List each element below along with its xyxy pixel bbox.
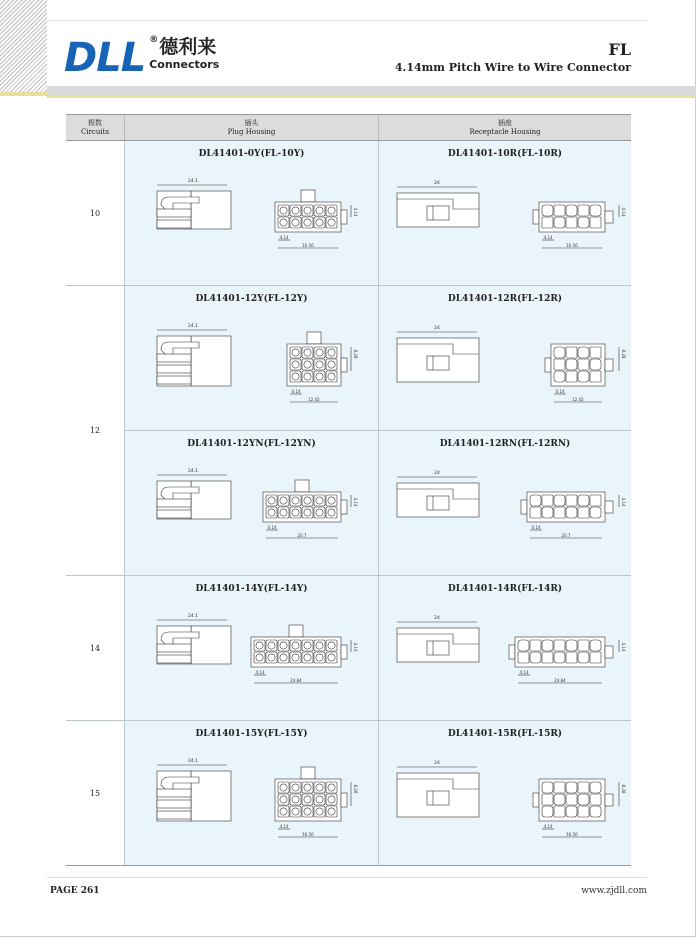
receptacle-cavity bbox=[578, 217, 589, 228]
plug-pin bbox=[280, 219, 287, 226]
plug-side-key bbox=[341, 358, 347, 372]
plug-diagram bbox=[125, 167, 378, 283]
receptacle-cell bbox=[378, 286, 631, 430]
header-plug bbox=[124, 115, 378, 140]
plug-drawing bbox=[157, 620, 351, 683]
receptacle-cavity bbox=[590, 359, 601, 370]
plug-pin bbox=[292, 349, 299, 356]
plug-length-label: 24.1 bbox=[187, 614, 199, 619]
plug-wire-slot bbox=[157, 209, 191, 217]
plug-pin bbox=[328, 373, 335, 380]
receptacle-side-window bbox=[427, 496, 449, 510]
receptacle-right-key bbox=[605, 501, 613, 513]
logo-text bbox=[149, 35, 220, 71]
circuits-count: 14 bbox=[66, 576, 124, 720]
plug-part-number: DL41401-12Y(FL-12Y) bbox=[195, 294, 308, 304]
plug-pin bbox=[328, 642, 335, 649]
receptacle-left-key bbox=[545, 358, 551, 372]
plug-side-key bbox=[341, 645, 347, 659]
receptacle-width-label: 12.42 bbox=[572, 397, 584, 402]
receptacle-cavity bbox=[590, 347, 601, 358]
logo-cn: 德利来 bbox=[159, 36, 217, 58]
receptacle-part-number: DL41401-14R(FL-14R) bbox=[447, 584, 563, 594]
receptacle-cavity bbox=[542, 652, 553, 663]
receptacle-pitch-label: 4.14 bbox=[531, 525, 541, 530]
table-body bbox=[66, 141, 631, 866]
receptacle-cavity bbox=[578, 794, 589, 805]
plug-pin bbox=[316, 642, 323, 649]
header-rule bbox=[47, 20, 647, 21]
plug-pin bbox=[304, 784, 311, 791]
plug-cell bbox=[124, 576, 378, 720]
receptacle-cavity bbox=[590, 782, 601, 793]
receptacle-cavity bbox=[566, 217, 577, 228]
plug-pin bbox=[280, 207, 287, 214]
circuits-count: 10 bbox=[66, 141, 124, 285]
plug-pin bbox=[292, 808, 299, 815]
plug-length-label: 24.1 bbox=[187, 324, 199, 329]
plug-pin bbox=[268, 509, 275, 516]
receptacle-left-key bbox=[533, 793, 539, 807]
connector-table bbox=[66, 114, 631, 866]
plug-width-label: 16.56 bbox=[302, 243, 314, 248]
plug-length-label: 24.1 bbox=[187, 759, 199, 764]
receptacle-cavity bbox=[578, 205, 589, 216]
receptacle-cavity bbox=[578, 507, 589, 518]
plug-pin bbox=[316, 497, 323, 504]
corner-hatch-decoration bbox=[0, 0, 47, 96]
plug-part-number: DL41401-12YN(FL-12YN) bbox=[187, 439, 316, 449]
receptacle-pitch-label: 4.14 bbox=[555, 389, 565, 394]
plug-wire-slot bbox=[157, 789, 191, 797]
table-header bbox=[66, 114, 631, 141]
receptacle-cavity bbox=[590, 652, 601, 663]
plug-front-latch bbox=[295, 480, 309, 492]
logo-cn-row bbox=[149, 35, 219, 58]
plug-pin bbox=[328, 207, 335, 214]
plug-wire-slot bbox=[157, 376, 191, 384]
plug-pin bbox=[304, 808, 311, 815]
plug-wire-slot bbox=[157, 811, 191, 819]
receptacle-cavity bbox=[554, 652, 565, 663]
plug-front-latch bbox=[301, 190, 315, 202]
receptacle-cavity bbox=[566, 347, 577, 358]
receptacle-side-window bbox=[427, 206, 449, 220]
circuit-rows bbox=[124, 576, 631, 720]
plug-side-key bbox=[341, 500, 347, 514]
receptacle-right-key bbox=[605, 646, 613, 658]
receptacle-cell bbox=[378, 141, 631, 285]
receptacle-cavity bbox=[542, 806, 553, 817]
receptacle-pitch-label: 4.14 bbox=[543, 824, 553, 829]
plug-pin bbox=[280, 808, 287, 815]
plug-wire-slot bbox=[157, 354, 191, 362]
receptacle-drawing bbox=[397, 767, 619, 837]
circuit-group bbox=[66, 141, 631, 286]
receptacle-width-label: 24.84 bbox=[554, 678, 566, 683]
receptacle-length-label: 24 bbox=[434, 471, 440, 476]
circuit-rows bbox=[124, 141, 631, 285]
header-receptacle bbox=[378, 115, 631, 140]
receptacle-side-window bbox=[427, 356, 449, 370]
receptacle-cavity bbox=[590, 794, 601, 805]
series-subtitle: 4.14mm Pitch Wire to Wire Connector bbox=[394, 61, 631, 74]
plug-pin bbox=[304, 219, 311, 226]
receptacle-cavity bbox=[566, 371, 577, 382]
plug-drawing bbox=[157, 765, 351, 837]
plug-width-label: 12.42 bbox=[308, 397, 320, 402]
plug-pin bbox=[292, 509, 299, 516]
plug-pin bbox=[304, 642, 311, 649]
plug-pin bbox=[304, 373, 311, 380]
circuits-count: 15 bbox=[66, 721, 124, 865]
registered-mark: ® bbox=[149, 35, 159, 45]
receptacle-width-label: 16.56 bbox=[566, 243, 578, 248]
header-receptacle-cn: 插座 bbox=[498, 118, 512, 127]
plug-pin bbox=[304, 207, 311, 214]
header-circuits-cn: 极数 bbox=[88, 118, 102, 127]
logo-mark: DLL bbox=[64, 35, 146, 81]
plug-width-label: 20.7 bbox=[297, 533, 307, 538]
plug-side-body bbox=[191, 191, 231, 229]
plug-pin bbox=[304, 796, 311, 803]
plug-pin bbox=[280, 784, 287, 791]
receptacle-part-number: DL41401-12RN(FL-12RN) bbox=[439, 439, 571, 449]
receptacle-cavity bbox=[542, 205, 553, 216]
receptacle-cavity bbox=[590, 640, 601, 651]
receptacle-cavity bbox=[518, 652, 529, 663]
plug-front-latch bbox=[289, 625, 303, 637]
receptacle-part-number: DL41401-15R(FL-15R) bbox=[447, 729, 563, 739]
receptacle-cavity bbox=[578, 640, 589, 651]
receptacle-part-number: DL41401-12R(FL-12R) bbox=[447, 294, 563, 304]
receptacle-diagram bbox=[379, 167, 633, 283]
receptacle-cavity bbox=[554, 640, 565, 651]
page-number: PAGE 261 bbox=[50, 886, 100, 896]
receptacle-right-key bbox=[605, 794, 613, 806]
receptacle-cavity bbox=[554, 794, 565, 805]
plug-front-latch bbox=[301, 767, 315, 779]
receptacle-cavity bbox=[530, 652, 541, 663]
plug-pin bbox=[316, 808, 323, 815]
logo-en: Connectors bbox=[149, 58, 220, 71]
plug-diagram bbox=[125, 602, 378, 718]
receptacle-drawing bbox=[397, 332, 619, 402]
circuit-group bbox=[66, 286, 631, 576]
plug-height-label: 4.14 bbox=[353, 207, 358, 217]
circuit-group bbox=[66, 576, 631, 721]
plug-pitch-label: 4.14 bbox=[255, 670, 265, 675]
plug-pin bbox=[304, 654, 311, 661]
plug-pin bbox=[316, 796, 323, 803]
plug-pitch-label: 4.14 bbox=[291, 389, 301, 394]
receptacle-drawing bbox=[397, 477, 619, 538]
plug-pin bbox=[328, 497, 335, 504]
plug-diagram bbox=[125, 457, 378, 573]
plug-pin bbox=[280, 642, 287, 649]
plug-pin bbox=[316, 784, 323, 791]
plug-pin bbox=[328, 784, 335, 791]
receptacle-cavity bbox=[566, 205, 577, 216]
plug-wire-slot bbox=[157, 510, 191, 518]
plug-pin bbox=[292, 784, 299, 791]
plug-pin bbox=[304, 497, 311, 504]
plug-wire-slot bbox=[157, 220, 191, 228]
plug-height-label: 8.28 bbox=[353, 349, 358, 359]
receptacle-cell bbox=[378, 431, 631, 575]
receptacle-cavity bbox=[578, 495, 589, 506]
plug-height-label: 4.14 bbox=[353, 497, 358, 507]
plug-cell bbox=[124, 141, 378, 285]
receptacle-drawing bbox=[397, 187, 619, 248]
receptacle-part-number: DL41401-10R(FL-10R) bbox=[447, 149, 563, 159]
receptacle-cavity bbox=[590, 507, 601, 518]
plug-cell bbox=[124, 286, 378, 430]
receptacle-cavity bbox=[566, 794, 577, 805]
header-band bbox=[47, 86, 696, 96]
plug-pin bbox=[316, 509, 323, 516]
receptacle-pitch-label: 4.14 bbox=[543, 235, 553, 240]
plug-pin bbox=[280, 796, 287, 803]
plug-pitch-label: 4.14 bbox=[267, 525, 277, 530]
plug-length-label: 24.1 bbox=[187, 469, 199, 474]
receptacle-height-label: 8.28 bbox=[621, 349, 626, 359]
header-circuits-en: Circuits bbox=[80, 127, 109, 136]
receptacle-cavity bbox=[542, 507, 553, 518]
receptacle-cavity bbox=[566, 806, 577, 817]
receptacle-cavity bbox=[530, 640, 541, 651]
receptacle-left-key bbox=[533, 210, 539, 224]
circuit-group bbox=[66, 721, 631, 865]
table-row bbox=[124, 141, 631, 285]
plug-pin bbox=[316, 219, 323, 226]
plug-pin bbox=[280, 509, 287, 516]
receptacle-side-window bbox=[427, 791, 449, 805]
plug-pin bbox=[328, 349, 335, 356]
receptacle-left-key bbox=[509, 645, 515, 659]
receptacle-cavity bbox=[578, 652, 589, 663]
receptacle-cavity bbox=[590, 205, 601, 216]
receptacle-cavity bbox=[566, 359, 577, 370]
receptacle-cavity bbox=[542, 640, 553, 651]
plug-pin bbox=[256, 642, 263, 649]
receptacle-height-label: 4.14 bbox=[621, 207, 626, 217]
circuit-rows bbox=[124, 721, 631, 865]
plug-width-label: 24.84 bbox=[290, 678, 302, 683]
receptacle-cell bbox=[378, 576, 631, 720]
receptacle-height-label: 4.14 bbox=[621, 642, 626, 652]
receptacle-cavity bbox=[566, 782, 577, 793]
plug-pin bbox=[280, 497, 287, 504]
plug-length-label: 24.1 bbox=[187, 179, 199, 184]
plug-cell bbox=[124, 721, 378, 865]
receptacle-side-window bbox=[427, 641, 449, 655]
brand-logo bbox=[64, 35, 220, 81]
plug-pin bbox=[304, 361, 311, 368]
plug-pin bbox=[292, 219, 299, 226]
receptacle-cavity bbox=[566, 640, 577, 651]
plug-pin bbox=[268, 642, 275, 649]
receptacle-cavity bbox=[590, 371, 601, 382]
receptacle-cavity bbox=[578, 359, 589, 370]
plug-diagram bbox=[125, 747, 378, 863]
plug-pin bbox=[328, 654, 335, 661]
table-row bbox=[124, 576, 631, 720]
table-row bbox=[124, 286, 631, 430]
receptacle-drawing bbox=[397, 622, 619, 683]
receptacle-cavity bbox=[530, 495, 541, 506]
receptacle-height-label: 4.14 bbox=[621, 497, 626, 507]
receptacle-width-label: 20.7 bbox=[561, 533, 571, 538]
receptacle-pitch-label: 4.14 bbox=[519, 670, 529, 675]
plug-diagram bbox=[125, 312, 378, 428]
receptacle-cavity bbox=[542, 495, 553, 506]
receptacle-cavity bbox=[566, 507, 577, 518]
receptacle-cavity bbox=[554, 507, 565, 518]
plug-width-label: 16.56 bbox=[302, 832, 314, 837]
plug-cell bbox=[124, 431, 378, 575]
receptacle-cavity bbox=[542, 794, 553, 805]
receptacle-length-label: 24 bbox=[434, 761, 440, 766]
receptacle-right-key bbox=[605, 359, 613, 371]
plug-pin bbox=[328, 796, 335, 803]
plug-wire-slot bbox=[157, 655, 191, 663]
receptacle-cavity bbox=[518, 640, 529, 651]
plug-side-key bbox=[341, 793, 347, 807]
header-plug-en: Plug Housing bbox=[227, 127, 276, 136]
header-plug-cn: 插头 bbox=[244, 118, 259, 127]
plug-pin bbox=[268, 497, 275, 504]
header-receptacle-en: Receptacle Housing bbox=[469, 127, 541, 136]
receptacle-left-key bbox=[521, 500, 527, 514]
plug-pin bbox=[328, 219, 335, 226]
plug-pitch-label: 4.14 bbox=[279, 824, 289, 829]
plug-pin bbox=[292, 361, 299, 368]
plug-pin bbox=[316, 207, 323, 214]
plug-height-label: 8.28 bbox=[353, 784, 358, 794]
plug-pin bbox=[304, 509, 311, 516]
receptacle-cavity bbox=[554, 371, 565, 382]
series-title: FL bbox=[608, 40, 631, 59]
receptacle-diagram bbox=[379, 312, 633, 428]
receptacle-diagram bbox=[379, 602, 633, 718]
receptacle-cell bbox=[378, 721, 631, 865]
plug-wire-slot bbox=[157, 365, 191, 373]
receptacle-length-label: 24 bbox=[434, 616, 440, 621]
plug-wire-slot bbox=[157, 644, 191, 652]
receptacle-diagram bbox=[379, 747, 633, 863]
plug-pin bbox=[292, 642, 299, 649]
receptacle-cavity bbox=[590, 806, 601, 817]
plug-part-number: DL41401-14Y(FL-14Y) bbox=[195, 584, 308, 594]
plug-part-number: DL41401-15Y(FL-15Y) bbox=[195, 729, 308, 739]
header-band-accent bbox=[47, 96, 696, 98]
plug-pin bbox=[316, 373, 323, 380]
plug-pin bbox=[292, 654, 299, 661]
plug-pin bbox=[268, 654, 275, 661]
circuit-rows bbox=[124, 286, 631, 575]
footer-rule bbox=[47, 877, 647, 878]
plug-pin bbox=[328, 361, 335, 368]
receptacle-cavity bbox=[590, 495, 601, 506]
receptacle-right-key bbox=[605, 211, 613, 223]
receptacle-cavity bbox=[578, 806, 589, 817]
receptacle-cavity bbox=[554, 205, 565, 216]
receptacle-cavity bbox=[566, 652, 577, 663]
plug-pin bbox=[316, 361, 323, 368]
plug-pin bbox=[304, 349, 311, 356]
table-row bbox=[124, 430, 631, 575]
plug-height-label: 4.14 bbox=[353, 642, 358, 652]
plug-pin bbox=[292, 796, 299, 803]
plug-drawing bbox=[157, 475, 351, 538]
receptacle-cavity bbox=[554, 217, 565, 228]
plug-pin bbox=[316, 349, 323, 356]
corner-accent bbox=[0, 92, 47, 96]
receptacle-cavity bbox=[578, 347, 589, 358]
plug-pin bbox=[280, 654, 287, 661]
receptacle-cavity bbox=[542, 782, 553, 793]
receptacle-cavity bbox=[542, 217, 553, 228]
receptacle-width-label: 16.56 bbox=[566, 832, 578, 837]
plug-pin bbox=[328, 808, 335, 815]
receptacle-cavity bbox=[530, 507, 541, 518]
plug-pin bbox=[316, 654, 323, 661]
plug-pin bbox=[292, 207, 299, 214]
receptacle-cavity bbox=[554, 347, 565, 358]
plug-drawing bbox=[157, 330, 351, 402]
plug-pin bbox=[292, 373, 299, 380]
plug-part-number: DL41401-0Y(FL-10Y) bbox=[198, 149, 305, 159]
receptacle-height-label: 8.28 bbox=[621, 784, 626, 794]
plug-wire-slot bbox=[157, 499, 191, 507]
receptacle-cavity bbox=[554, 359, 565, 370]
receptacle-cavity bbox=[590, 217, 601, 228]
circuits-count: 12 bbox=[66, 286, 124, 575]
receptacle-length-label: 24 bbox=[434, 181, 440, 186]
table-row bbox=[124, 721, 631, 865]
receptacle-cavity bbox=[578, 782, 589, 793]
receptacle-diagram bbox=[379, 457, 633, 573]
receptacle-cavity bbox=[554, 806, 565, 817]
receptacle-cavity bbox=[554, 495, 565, 506]
plug-pin bbox=[256, 654, 263, 661]
plug-pin bbox=[292, 497, 299, 504]
plug-front-latch bbox=[307, 332, 321, 344]
plug-pin bbox=[328, 509, 335, 516]
plug-wire-slot bbox=[157, 800, 191, 808]
receptacle-cavity bbox=[566, 495, 577, 506]
plug-side-key bbox=[341, 210, 347, 224]
receptacle-length-label: 24 bbox=[434, 326, 440, 331]
plug-drawing bbox=[157, 185, 351, 248]
plug-pitch-label: 4.14 bbox=[279, 235, 289, 240]
header-circuits bbox=[66, 115, 124, 140]
receptacle-cavity bbox=[578, 371, 589, 382]
website-url: www.zjdll.com bbox=[581, 886, 647, 896]
receptacle-cavity bbox=[554, 782, 565, 793]
